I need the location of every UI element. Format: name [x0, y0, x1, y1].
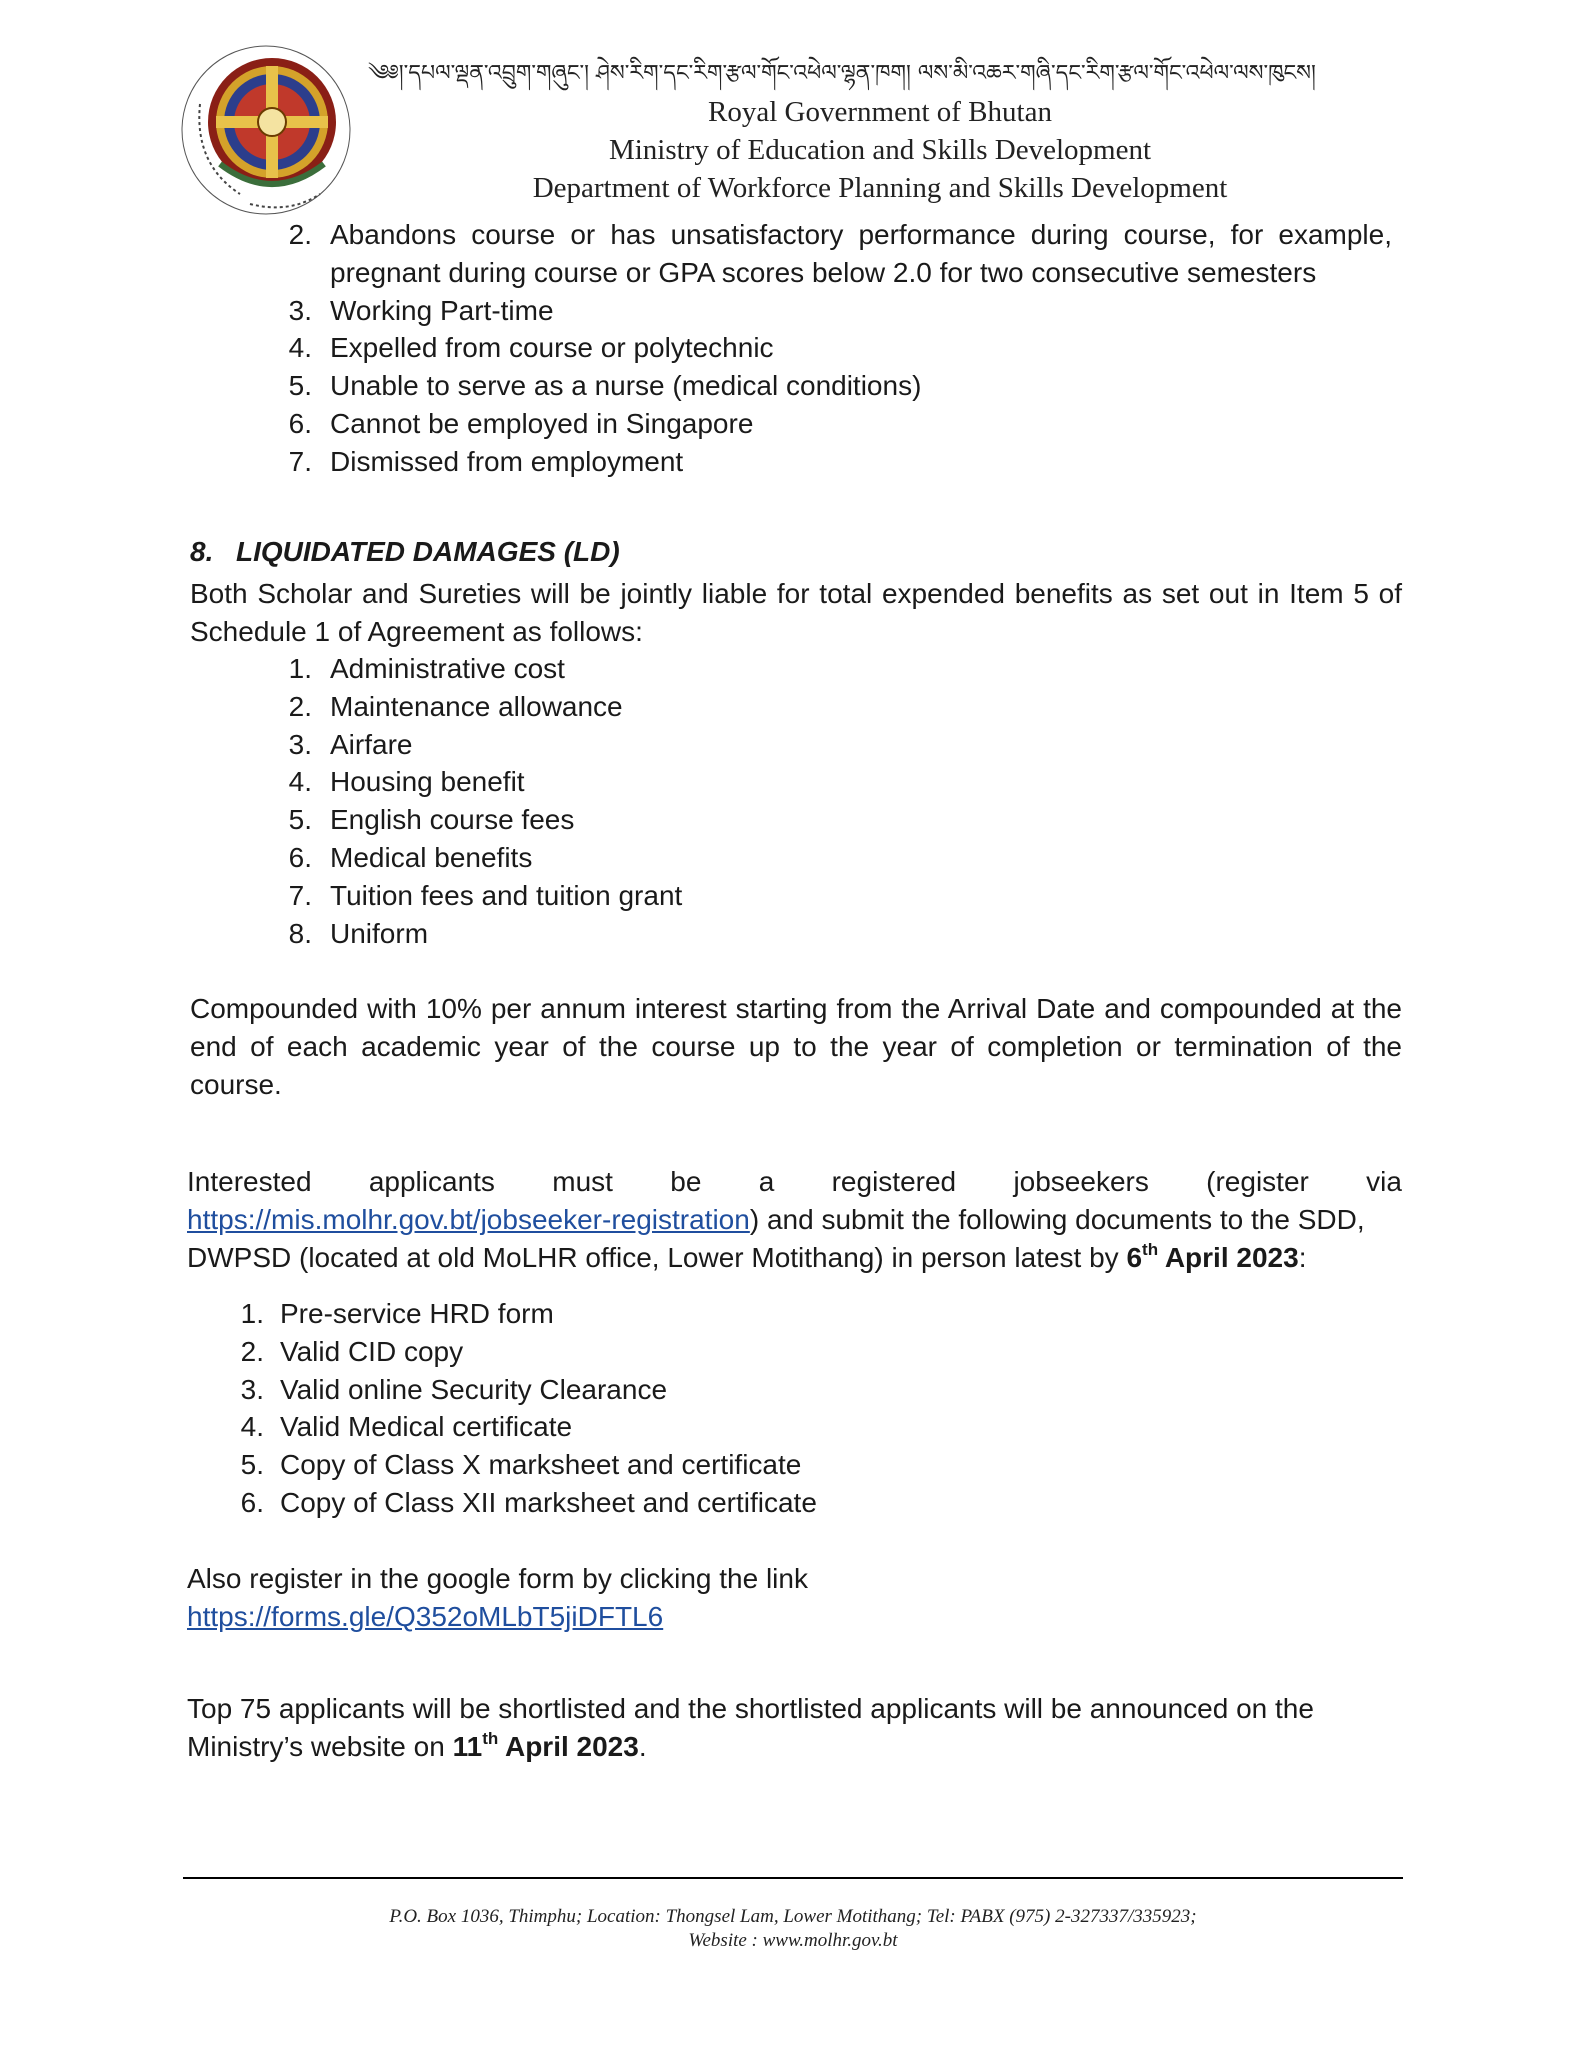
list-item: 6. Cannot be employed in Singapore — [288, 407, 754, 439]
google-form-link[interactable]: https://forms.gle/Q352oMLbT5jiDFTL6 — [187, 1601, 664, 1632]
list-item: 7. Tuition fees and tuition grant — [288, 879, 683, 911]
required-documents-list — [228, 1295, 817, 1522]
section-heading-liquidated-damages: 8. LIQUIDATED DAMAGES (LD) — [190, 536, 620, 567]
list-item: 2. Abandons course or has unsatisfactory performance during course, for example, pregnant during course or GPA scores below 2.0 for two consecutive semesters — [288, 219, 1392, 288]
jobseeker-registration-link[interactable]: https://mis.molhr.gov.bt/jobseeker-registration — [187, 1204, 750, 1235]
list-item: 2. Valid CID copy — [240, 1335, 464, 1367]
footer-address: P.O. Box 1036, Thimphu; Location: Thongsel Lam, Lower Motithang; Tel: PABX (975) 2-327337/335923; — [389, 1906, 1197, 1927]
list-item: 3. Airfare — [288, 728, 413, 760]
list-item: 1. Pre-service HRD form — [240, 1298, 554, 1329]
royal-emblem-logo — [180, 44, 352, 216]
liquidated-damages-list — [276, 650, 682, 952]
list-item: 5. English course fees — [288, 804, 575, 836]
letterhead-ministry: Ministry of Education and Skills Development — [608, 134, 1152, 166]
termination-conditions-list — [276, 216, 1392, 481]
list-item: 3. Working Part-time — [288, 294, 554, 326]
application-line-2: https://mis.molhr.gov.bt/jobseeker-registration) and submit the following documents to the SDD, — [187, 1204, 1365, 1235]
list-item: 3. Valid online Security Clearance — [240, 1373, 668, 1405]
shortlist-paragraph: Top 75 applicants will be shortlisted and the shortlisted applicants will be announced on the Ministry’s website on 11th April 2023. — [187, 1693, 1314, 1762]
shortlist-date: 11th April 2023 — [452, 1729, 639, 1762]
application-instructions — [187, 1163, 1402, 1277]
application-deadline: 6th April 2023 — [1126, 1240, 1299, 1273]
google-form-paragraph: Also register in the google form by clicking the link https://forms.gle/Q352oMLbT5jiDFTL6 — [187, 1563, 808, 1632]
list-item: 4. Housing benefit — [288, 766, 525, 798]
letterhead-government: Royal Government of Bhutan — [708, 96, 1052, 128]
list-item: 6. Copy of Class XII marksheet and certificate — [240, 1486, 817, 1518]
application-line-3: DWPSD (located at old MoLHR office, Lower Motithang) in person latest by 6th April 2023: — [187, 1240, 1307, 1273]
list-item: 5. Unable to serve as a nurse (medical conditions) — [288, 370, 922, 402]
list-item: 4. Valid Medical certificate — [240, 1411, 573, 1443]
liquidated-damages-intro: Both Scholar and Sureties will be jointly liable for total expended benefits as set out in Item 5 of Schedule 1 of Agreement as follows: — [190, 578, 1402, 647]
list-item: 1. Administrative cost — [288, 653, 565, 684]
list-item: 4. Expelled from course or polytechnic — [288, 332, 774, 364]
list-item: 8. Uniform — [288, 917, 429, 949]
letterhead-dzongkha-text: ༄༅།་དཔལ་ལྡན་འབྲུག་གཞུང་། ཤེས་རིག་དང་རིག་རྩལ་གོང་འཕེལ་ལྷན་ཁག། ལས་མི་འཆར་གཞི་དང་རིག་རྩལ་གོང་འཕེལ་ལས་ཁུངས། — [368, 61, 1316, 86]
list-item: 6. Medical benefits — [288, 841, 533, 873]
footer-divider — [183, 1877, 1403, 1879]
compounded-interest-paragraph: Compounded with 10% per annum interest starting from the Arrival Date and compounded at the end of each academic year of the course up to the year of completion or termination of the course. — [190, 993, 1402, 1100]
footer-website: Website : www.molhr.gov.bt — [688, 1930, 898, 1951]
letterhead-department: Department of Workforce Planning and Skills Development — [532, 172, 1228, 204]
application-line-1: Interested applicants must be a registered jobseekers (register via — [187, 1166, 1402, 1197]
list-item: 2. Maintenance allowance — [288, 690, 623, 722]
list-item: 5. Copy of Class X marksheet and certificate — [240, 1449, 802, 1481]
list-item: 7. Dismissed from employment — [288, 445, 684, 477]
